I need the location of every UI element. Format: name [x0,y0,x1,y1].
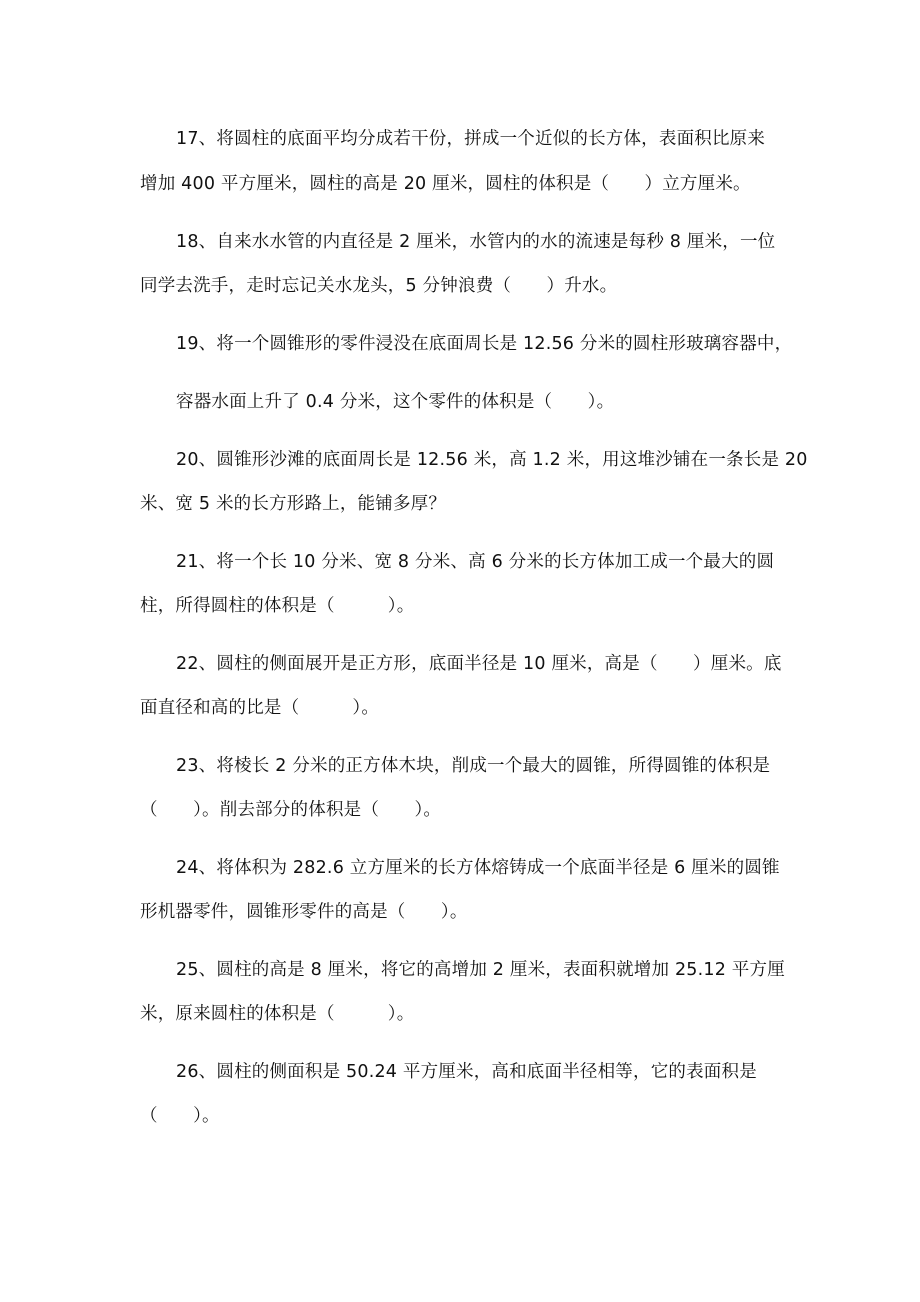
question-20-line-1: 20、圆锥形沙滩的底面周长是 12.56 米，高 1.2 米，用这堆沙铺在一条长是 20 [176,450,808,470]
question-24-line-2: 形机器零件，圆锥形零件的高是（ ）。 [140,902,468,922]
question-23-line-1: 23、将棱长 2 分米的正方体木块，削成一个最大的圆锥，所得圆锥的体积是 [176,756,771,776]
question-26-line-2: （ ）。 [140,1106,220,1126]
question-19-line-1: 19、将一个圆锥形的零件浸没在底面周长是 12.56 分米的圆柱形玻璃容器中， [176,334,793,354]
question-24-line-1: 24、将体积为 282.6 立方厘米的长方体熔铸成一个底面半径是 6 厘米的圆锥 [176,858,780,878]
question-17-line-1: 17、将圆柱的底面平均分成若干份，拼成一个近似的长方体，表面积比原来 [176,129,766,149]
question-18-line-1: 18、自来水水管的内直径是 2 厘米，水管内的水的流速是每秒 8 厘米，一位 [176,232,776,252]
question-17-line-2: 增加 400 平方厘米，圆柱的高是 20 厘米，圆柱的体积是（ ）立方厘米。 [140,174,751,194]
question-22-line-2: 面直径和高的比是（ ）。 [140,698,380,718]
question-18-line-2: 同学去洗手，走时忘记关水龙头，5 分钟浪费（ ）升水。 [140,276,618,296]
question-26-line-1: 26、圆柱的侧面积是 50.24 平方厘米，高和底面半径相等，它的表面积是 [176,1062,757,1082]
question-21-line-1: 21、将一个长 10 分米、宽 8 分米、高 6 分米的长方体加工成一个最大的圆 [176,552,775,572]
question-25-line-1: 25、圆柱的高是 8 厘米，将它的高增加 2 厘米，表面积就增加 25.12 平方厘 [176,960,785,980]
question-21-line-2: 柱，所得圆柱的体积是（ ）。 [140,596,415,616]
question-25-line-2: 米，原来圆柱的体积是（ ）。 [140,1004,415,1024]
question-23-line-2: （ ）。削去部分的体积是（ ）。 [140,800,442,820]
question-19-line-2: 容器水面上升了 0.4 分米，这个零件的体积是（ ）。 [176,392,615,412]
question-20-line-2: 米、宽 5 米的长方形路上，能铺多厚？ [140,494,447,514]
question-22-line-1: 22、圆柱的侧面展开是正方形，底面半径是 10 厘米，高是（ ）厘米。底 [176,654,782,674]
